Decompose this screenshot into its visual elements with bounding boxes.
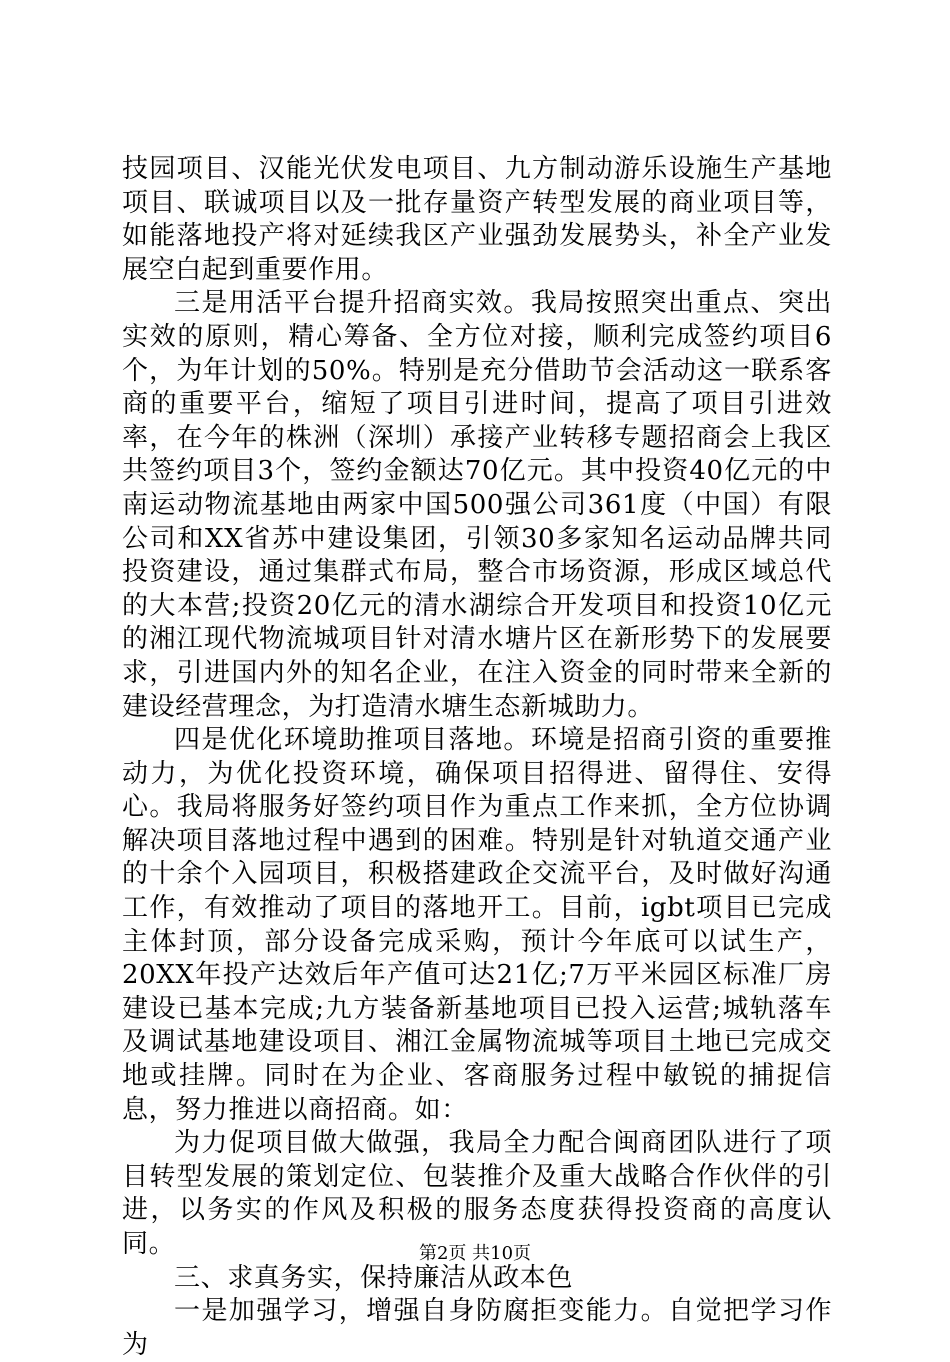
section-heading-integrity: 三、求真务实，保持廉洁从政本色 [174,1262,574,1293]
page-number-footer: 第2页 共10页 [418,1243,532,1264]
paragraph-study: 一是加强学习，增强自身防腐拒变能力。自觉把学习作为 [122,1296,832,1360]
paragraph-platform-investment: 三是用活平台提升招商实效。我局按照突出重点、突出实效的原则，精心筹备、全方位对接，顺利完成签约项目6个，为年计划的50%。特别是充分借助节会活动这一联系客商的重要平台，缩短了项目引进时间，提高了项目引进效率，在今年的株洲（深圳）承接产业转移专题招商会上我区共签约项目3个，签约金额达70亿元。其中投资40亿元的中南运动物流基地由两家中国500强公司361度（中国）有限公司和XX省苏中建设集团，引领30多家知名运动品牌共同投资建设，通过集群式布局，整合市场资源，形成区域总代的大本营;投资20亿元的清水湖综合开发项目和投资10亿元的湘江现代物流城项目针对清水塘片区在新形势下的发展要求，引进国内外的知名企业，在注入资金的同时带来全新的建设经营理念，为打造清水塘生态新城助力。 [122,288,832,722]
paragraph-continuation: 技园项目、汉能光伏发电项目、九方制动游乐设施生产基地项目、联诚项目以及一批存量资产转型发展的商业项目等，如能落地投产将对延续我区产业强劲发展势头，补全产业发展空白起到重要作用。 [122,154,832,285]
paragraph-project-promotion: 为力促项目做大做强，我局全力配合闽商团队进行了项目转型发展的策划定位、包装推介及重大战略合作伙伴的引进，以务实的作风及积极的服务态度获得投资商的高度认同。 [122,1128,832,1259]
paragraph-environment-optimization: 四是优化环境助推项目落地。环境是招商引资的重要推动力，为优化投资环境，确保项目招得进、留得住、安得心。我局将服务好签约项目作为重点工作来抓，全方位协调解决项目落地过程中遇到的困难。特别是针对轨道交通产业的十余个入园项目，积极搭建政企交流平台，及时做好沟通工作，有效推动了项目的落地开工。目前，igbt项目已完成主体封顶，部分设备完成采购，预计今年底可以试生产，20XX年投产达效后年产值可达21亿;7万平米园区标准厂房建设已基本完成;九方装备新基地项目已投入运营;城轨落车及调试基地建设项目、湘江金属物流城等项目土地已完成交地或挂牌。同时在为企业、客商服务过程中敏锐的捕捉信息，努力推进以商招商。如： [122,725,832,1125]
document-body [122,153,832,1362]
